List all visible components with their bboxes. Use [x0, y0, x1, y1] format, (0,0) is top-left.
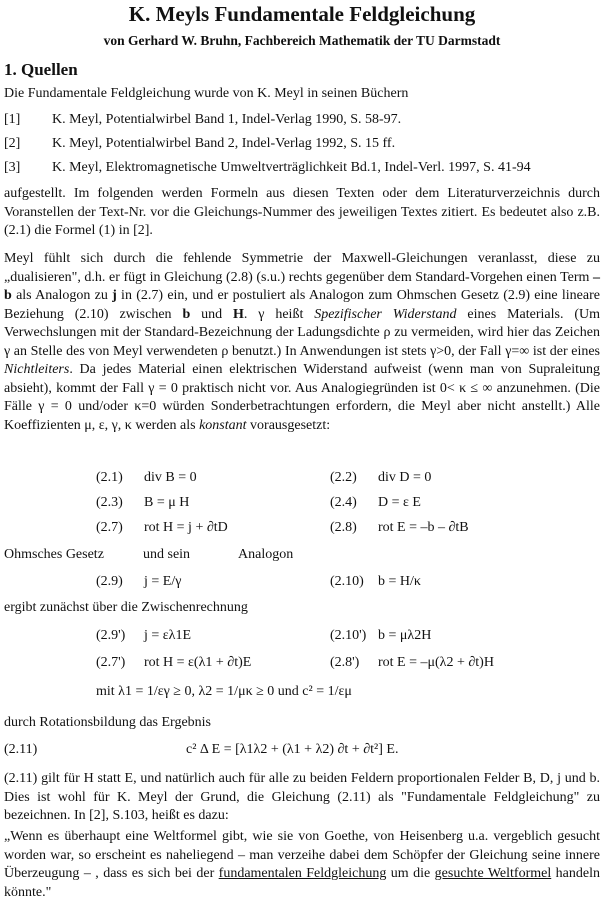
equation-2-8: [330, 520, 469, 536]
document-title: K. Meyls Fundamentale Feldgleichung: [128, 2, 476, 26]
equation-number: (2.1): [96, 470, 123, 485]
equation-number: (2.8'): [330, 655, 360, 670]
quote-weltformel: „Wenn es überhaupt eine Weltformel gibt, wie sie von Goethe, von Heisenberg u.a. vergeblich gesucht worden war, so erscheint es naheliegend – man verzeihe dabei dem Schöpfer der Gleichung seine innere Überzeugung – , dass es sich bei der fundamentalen Feldgleichung um die gesuchte Weltformel handeln könnte.": [4, 829, 600, 900]
reference-number: [3]: [4, 160, 21, 175]
equation-body: D = ε E: [378, 495, 421, 510]
ohm-label: Ohmsches Gesetz: [4, 547, 104, 562]
ohm-label-and: und sein: [143, 547, 191, 562]
equation-number: (2.9'): [96, 628, 126, 643]
equation-body: j = E/γ: [144, 574, 182, 589]
lambda-definitions: mit λ1 = 1/εγ ≥ 0, λ2 = 1/μκ ≥ 0 und c² = 1/εμ: [96, 684, 352, 699]
equation-2-11: [4, 742, 37, 758]
equation-body: B = μ H: [144, 495, 190, 510]
paragraph-meyl-dualization: Meyl fühlt sich durch die fehlende Symmetrie der Maxwell-Gleichungen veranlasst, diese zu „dualisieren", d.h. er fügt in Gleichung (2.8) (s.u.) rechts gegenüber dem Standard-Vorgehen einen Term –b als Analogon zu j in (2.7) ein, und er postuliert als Analogon zum Ohmschen Gesetz (2.9) eine lineare Beziehung (2.10) zwischen b und H. γ heißt Spezifischer Widerstand eines Materials. (Um Verwechslungen mit der Standard-Bezeichnung der Ladungsdichte ρ zu vermeiden, wird hier das Zeichen γ an Stelle des von Meyl verwendeten ρ benutzt.) In Anwendungen ist stets γ>0, der Fall γ=∞ ist der eines Nichtleiters. Da jedes Material einen elektrischen Widerstand aufweist (wenn man von Supraleitung absieht), kommt der Fall γ = 0 praktisch nicht vor. Aus Analogiegründen ist 0< κ ≤ ∞ anzunehmen. (Die Fälle γ = 0 und/oder κ=0 würden Sonderbetrachtungen erfordern, die Meyl aber nicht anstellt.) Alle Koeffizienten μ, ε, γ, κ werden als konstant vorausgesetzt:: [4, 251, 600, 433]
equation-2-3: [96, 495, 189, 511]
fundamental-field-equation: c² Δ E = [λ1λ2 + (λ1 + λ2) ∂t + ∂t²] E.: [186, 742, 399, 757]
equation-body: b = μλ2H: [378, 628, 432, 643]
equation-number: (2.8): [330, 520, 357, 535]
equation-number: (2.7): [96, 520, 123, 535]
equation-body: div D = 0: [378, 470, 432, 485]
reference-text: K. Meyl, Potentialwirbel Band 2, Indel-Verlag 1992, S. 15 ff.: [52, 136, 396, 151]
rotation-text: durch Rotationsbildung das Ergebnis: [4, 715, 211, 730]
paragraph-citation-note: aufgestellt. Im folgenden werden Formeln aus diesen Texten oder dem Literaturverzeichnis durch Voranstellen der Text-Nr. vor die Gleichungs-Nummer des jeweiligen Textes zitiert. Es bedeutet also z.B. (2.1) die Formel (1) in [2].: [4, 186, 600, 238]
equation-number: (2.2): [330, 470, 357, 485]
equation-body: div B = 0: [144, 470, 197, 485]
reference-2: [4, 136, 395, 152]
intro-text: Die Fundamentale Feldgleichung wurde von K. Meyl in seinen Büchern: [4, 86, 409, 101]
equation-body: j = ελ1E: [144, 628, 192, 643]
intermediate-calc-text: ergibt zunächst über die Zwischenrechnung: [4, 600, 248, 615]
equation-2-9-prime: [96, 628, 191, 644]
equation-2-1: [96, 470, 197, 486]
reference-3: [4, 160, 531, 176]
equation-2-10-prime: [330, 628, 431, 644]
paragraph-fundamental-equation: (2.11) gilt für H statt E, und natürlich auch für alle zu beiden Feldern proportionalen Felder B, D, j und b. Dies ist wohl für K. Meyl der Grund, die Gleichung (2.11) als "Fundamentale Feldgleichung" zu bezeichnen. In [2], S.103, heißt es dazu:: [4, 771, 600, 823]
equation-body: rot H = ε(λ1 + ∂t)E: [144, 655, 252, 670]
section-heading: 1. Quellen: [4, 60, 78, 79]
equation-number: (2.4): [330, 495, 357, 510]
equation-number: (2.3): [96, 495, 123, 510]
equation-2-7: [96, 520, 228, 536]
reference-number: [1]: [4, 112, 21, 127]
equation-2-8-prime: [330, 655, 494, 671]
equation-body: rot E = –μ(λ2 + ∂t)H: [378, 655, 494, 670]
reference-text: K. Meyl, Elektromagnetische Umweltverträglichkeit Bd.1, Indel-Verl. 1997, S. 41-94: [52, 160, 531, 175]
equation-2-10: [330, 574, 421, 590]
equation-number: (2.10): [330, 574, 364, 589]
reference-1: [4, 112, 401, 128]
reference-text: K. Meyl, Potentialwirbel Band 1, Indel-Verlag 1990, S. 58-97.: [52, 112, 402, 127]
equation-number: (2.10'): [330, 628, 367, 643]
equation-2-2: [330, 470, 431, 486]
equation-body: b = H/κ: [378, 574, 421, 589]
ohm-label-analogon: Analogon: [238, 547, 294, 562]
author-line: von Gerhard W. Bruhn, Fachbereich Mathematik der TU Darmstadt: [103, 33, 501, 48]
equation-number: (2.11): [4, 742, 38, 757]
equation-body: rot E = –b – ∂tB: [378, 520, 469, 535]
equation-2-4: [330, 495, 421, 511]
equation-number: (2.9): [96, 574, 123, 589]
equation-number: (2.7'): [96, 655, 126, 670]
equation-body: rot H = j + ∂tD: [144, 520, 228, 535]
reference-number: [2]: [4, 136, 21, 151]
equation-2-9: [96, 574, 181, 590]
equation-2-7-prime: [96, 655, 251, 671]
